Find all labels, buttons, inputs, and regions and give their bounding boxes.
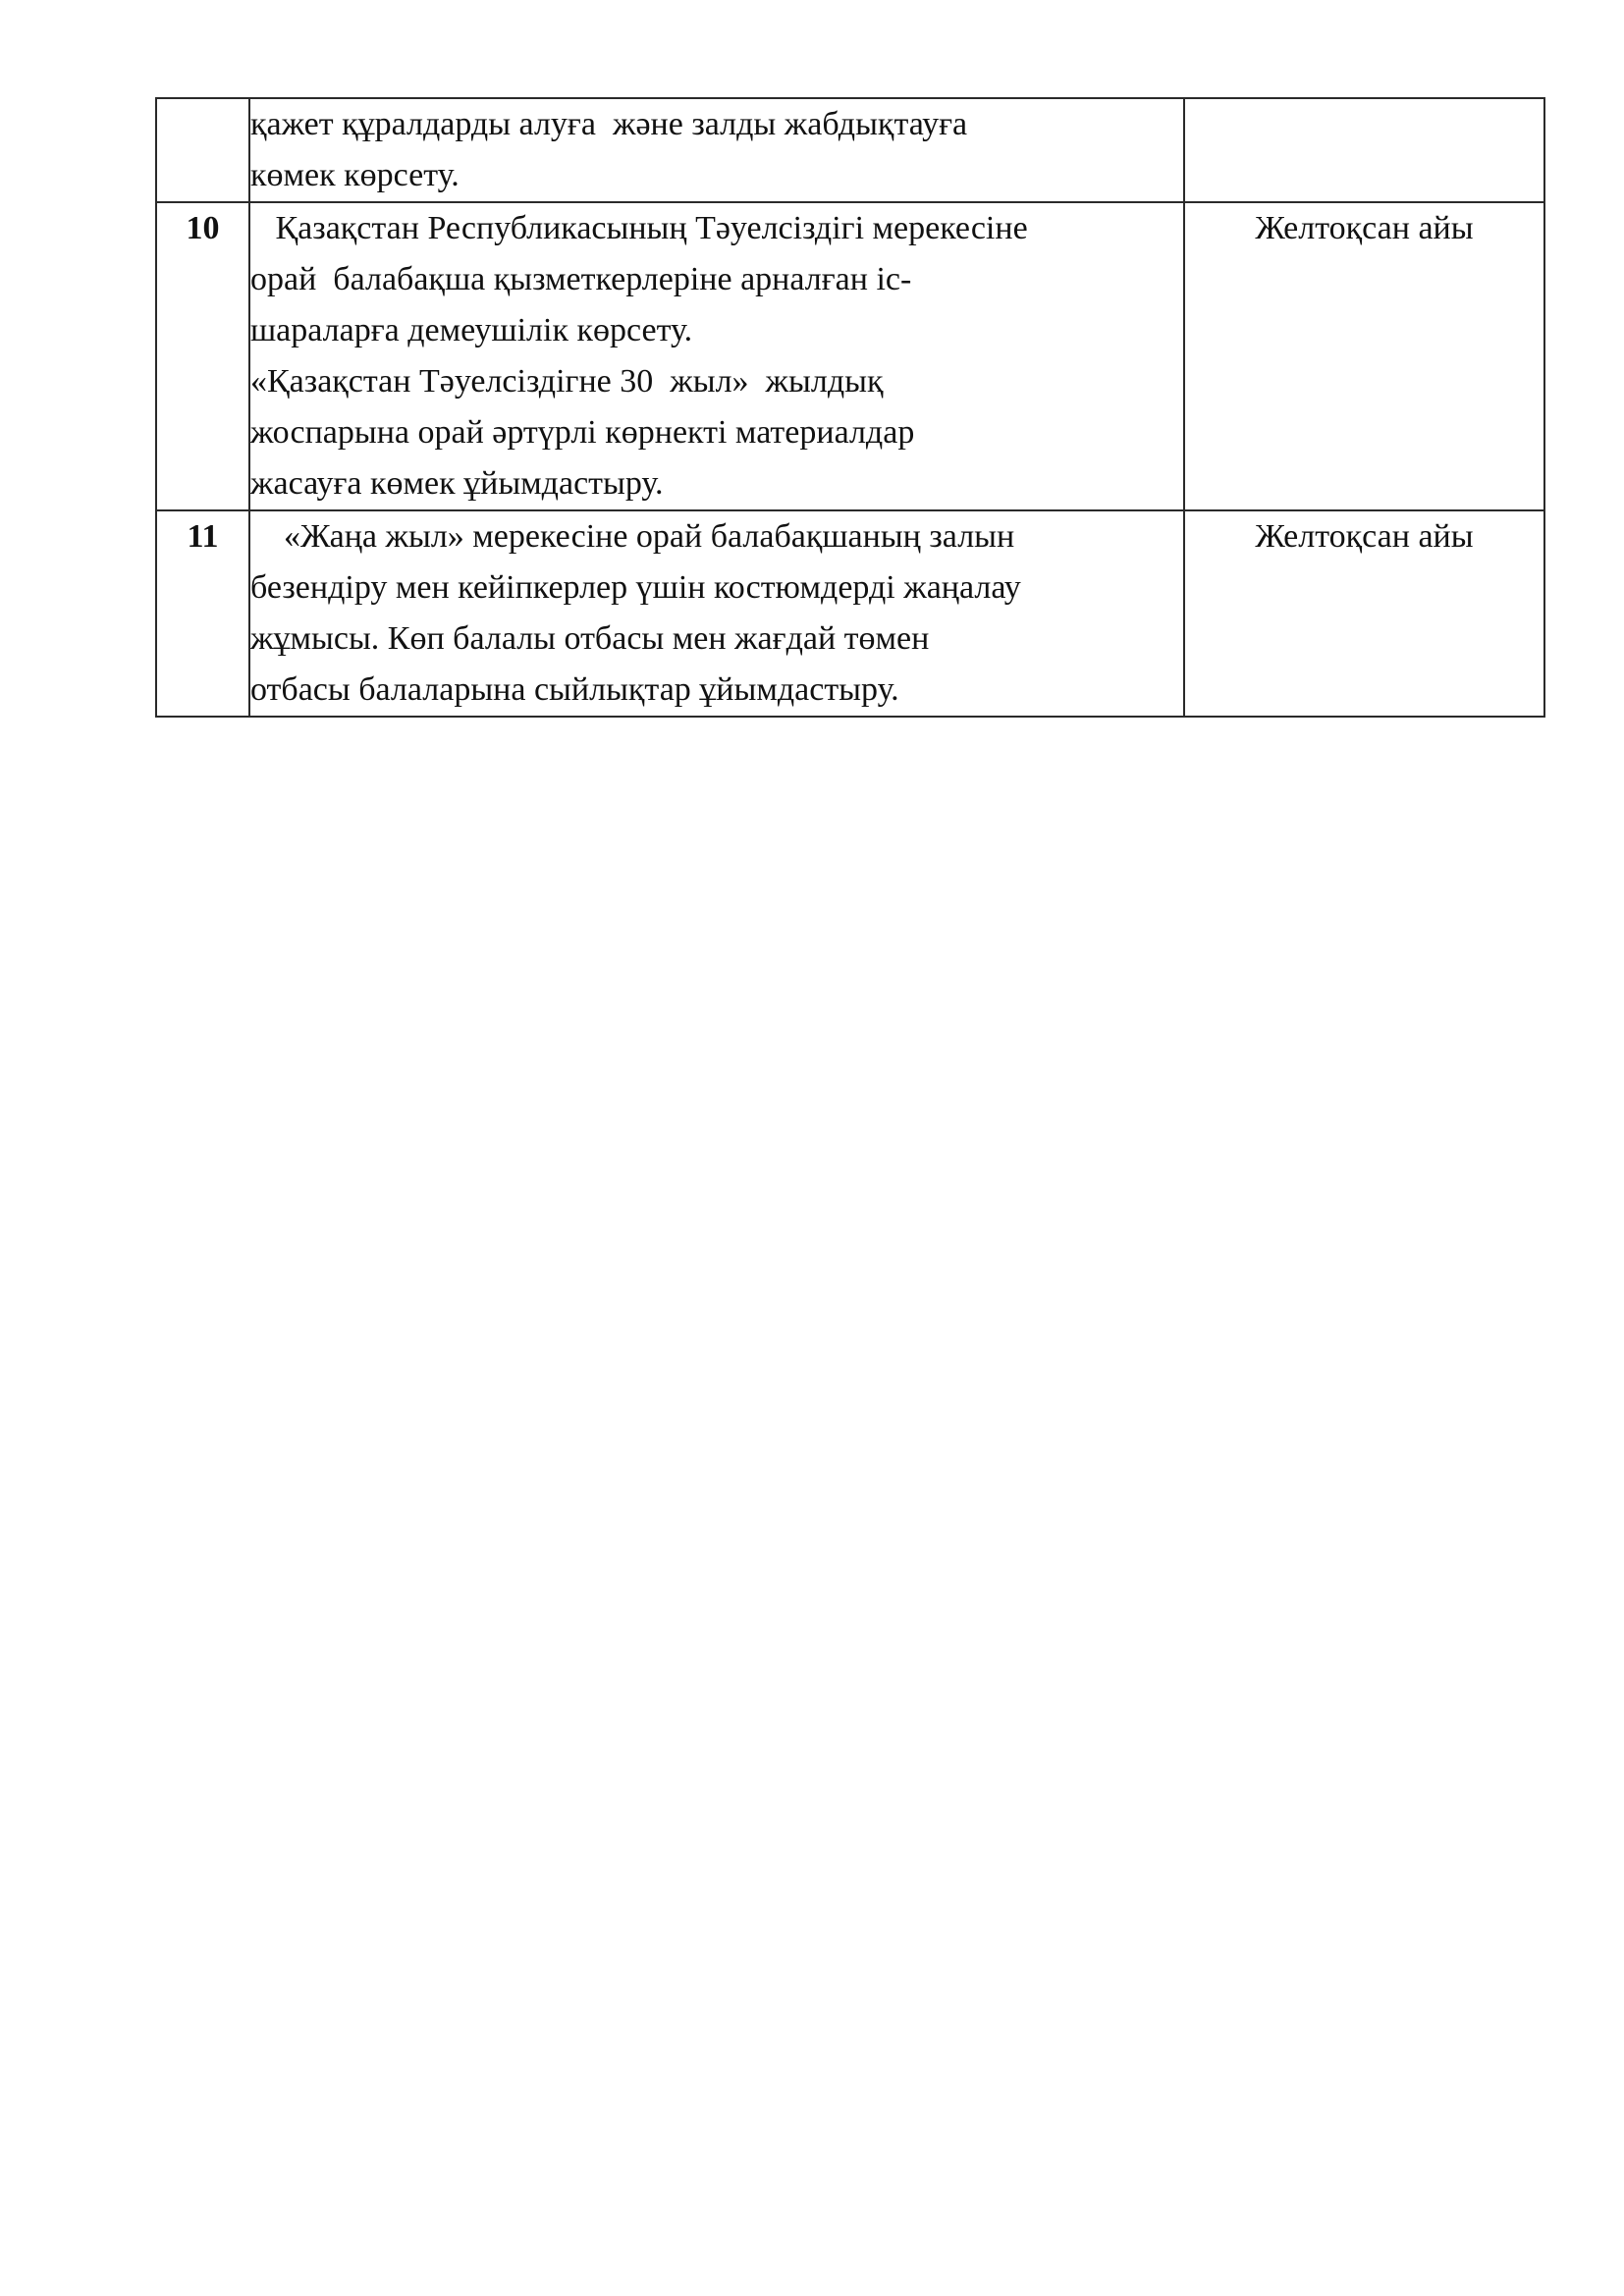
row-date: Желтоқсан айы	[1184, 510, 1544, 717]
row-description	[249, 98, 1184, 202]
description-line: отбасы балаларына сыйлықтар ұйымдастыру.	[250, 671, 899, 708]
description-line: орай балабақша қызметкерлеріне арналған іс-	[250, 261, 912, 297]
description-line: жұмысы. Көп балалы отбасы мен жағдай төмен	[250, 620, 930, 657]
table-row	[156, 98, 1544, 202]
table-row	[156, 510, 1544, 717]
description-line: қажет құралдарды алуға және залды жабдықтауға	[250, 106, 968, 142]
row-number	[156, 98, 249, 202]
description-line: «Қазақстан Тәуелсіздігне 30 жыл» жылдық	[250, 363, 884, 400]
description-line: көмек көрсету.	[250, 157, 460, 193]
description-line: шараларға демеушілік көрсету.	[250, 312, 693, 348]
row-description	[249, 510, 1184, 717]
row-description	[249, 202, 1184, 510]
table-row	[156, 202, 1544, 510]
row-number: 11	[156, 510, 249, 717]
description-line: жасауға көмек ұйымдастыру.	[250, 465, 664, 502]
description-line: безендіру мен кейіпкерлер үшін костюмдерді жаңалау	[250, 569, 1021, 606]
description-line: Қазақстан Республикасының Тәуелсіздігі мерекесіне	[250, 210, 1028, 246]
event-plan-table	[155, 97, 1545, 718]
row-date: Желтоқсан айы	[1184, 202, 1544, 510]
description-line: жоспарына орай әртүрлі көрнекті материалдар	[250, 414, 915, 451]
row-date	[1184, 98, 1544, 202]
description-line: «Жаңа жыл» мерекесіне орай балабақшаның залын	[250, 518, 1015, 555]
row-number: 10	[156, 202, 249, 510]
